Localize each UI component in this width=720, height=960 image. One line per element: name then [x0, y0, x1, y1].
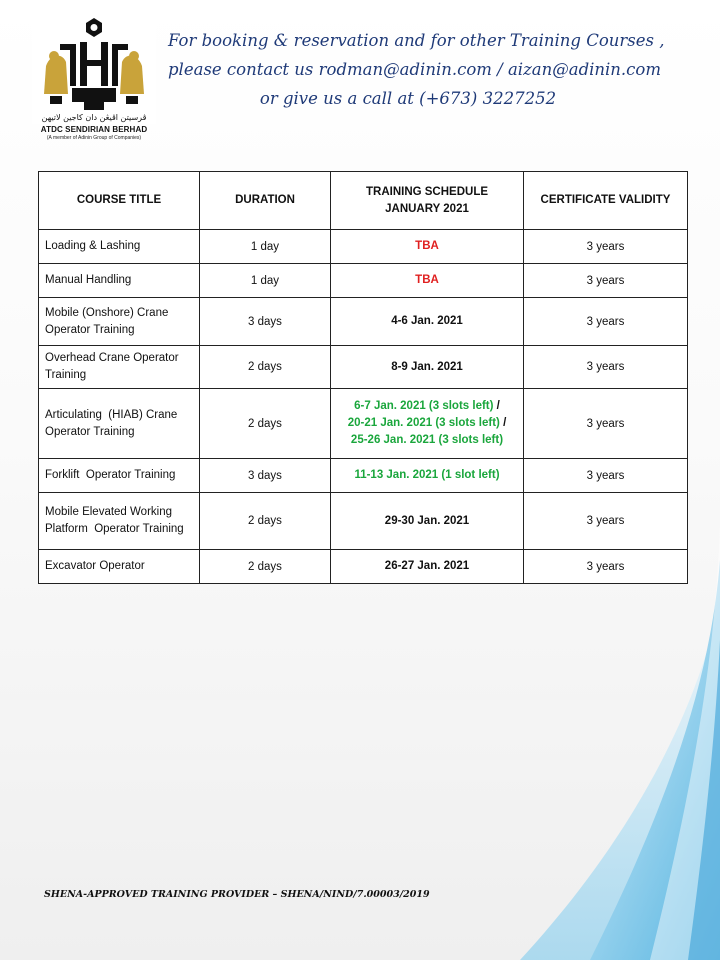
table-row — [39, 264, 688, 298]
certificate-validity-cell: 3 years — [524, 230, 688, 264]
course-title-cell — [39, 230, 200, 264]
contact-line-3: or give us a call at (+673) 3227252 — [259, 89, 557, 108]
certificate-validity-cell: 3 years — [524, 459, 688, 493]
duration-cell: 1 day — [200, 264, 331, 298]
course-title-line: Operator Training — [45, 323, 135, 336]
schedule-cell — [331, 459, 524, 493]
contact-info — [168, 26, 665, 113]
certificate-validity-cell: 3 years — [524, 346, 688, 389]
table-row — [39, 459, 688, 493]
schedule-line — [337, 238, 517, 255]
schedule-date-available: 11-13 Jan. 2021 (1 slot left) — [354, 469, 500, 481]
schedule-date-available: 25-26 Jan. 2021 (3 slots left) — [350, 434, 504, 446]
certificate-validity-cell: 3 years — [524, 550, 688, 584]
course-title-cell — [39, 389, 200, 459]
course-title-line: Platform Operator Training — [45, 523, 184, 535]
company-logo — [32, 16, 156, 142]
header-schedule-month: JANUARY 2021 — [385, 202, 469, 215]
schedule-cell — [331, 298, 524, 346]
duration-cell: 3 days — [200, 459, 331, 493]
schedule-cell — [331, 230, 524, 264]
schedule-cell — [331, 493, 524, 550]
schedule-line — [337, 398, 517, 415]
schedule-separator: / — [493, 400, 500, 412]
schedule-date: 26-27 Jan. 2021 — [384, 560, 470, 572]
schedule-separator: / — [499, 417, 507, 429]
course-title-cell — [39, 346, 200, 389]
certificate-validity-cell: 3 years — [524, 264, 688, 298]
duration-cell: 1 day — [200, 230, 331, 264]
course-title-line: Articulating (HIAB) Crane — [45, 408, 178, 421]
schedule-tba: TBA — [415, 240, 439, 252]
duration-cell: 3 days — [200, 298, 331, 346]
schedule-line — [337, 432, 517, 449]
logo-jawi-text: ڤرسيتن اڤيڠن دان كاجين لاتيهن — [41, 113, 147, 122]
course-title-cell — [39, 298, 200, 346]
schedule-line — [337, 513, 517, 530]
table-row — [39, 493, 688, 550]
course-title-cell — [39, 459, 200, 493]
certificate-validity-cell: 3 years — [524, 389, 688, 459]
footer-accreditation: SHENA-APPROVED TRAINING PROVIDER – SHENA/NIND/7.00003/2019 — [44, 889, 430, 900]
schedule-date: 29-30 Jan. 2021 — [384, 514, 470, 527]
course-title-line: Excavator Operator — [45, 560, 145, 572]
duration-cell: 2 days — [200, 493, 331, 550]
duration-cell: 2 days — [200, 550, 331, 584]
schedule-date: 8-9 Jan. 2021 — [391, 360, 463, 373]
table-row — [39, 298, 688, 346]
schedule-line — [337, 313, 517, 330]
schedule-date: 4-6 Jan. 2021 — [391, 315, 463, 327]
schedule-cell — [331, 550, 524, 584]
schedule-cell — [331, 389, 524, 459]
course-title-cell — [39, 550, 200, 584]
contact-line-1: For booking & reservation and for other Training Courses , — [168, 31, 665, 50]
schedule-line — [337, 467, 517, 484]
table-header-row — [39, 172, 688, 230]
course-title-line: Manual Handling — [45, 274, 132, 286]
certificate-validity-cell: 3 years — [524, 298, 688, 346]
course-title-line: Loading & Lashing — [45, 240, 141, 252]
course-title-line: Forklift Operator Training — [45, 469, 176, 481]
header-certificate-validity: CERTIFICATE VALIDITY — [524, 172, 688, 230]
course-title-cell — [39, 264, 200, 298]
header-course-title: COURSE TITLE — [39, 172, 200, 230]
course-title-line: Mobile (Onshore) Crane — [45, 306, 169, 319]
header-schedule-line1: TRAINING SCHEDULE — [365, 185, 489, 198]
table-row — [39, 389, 688, 459]
duration-cell: 2 days — [200, 346, 331, 389]
schedule-line — [337, 272, 517, 289]
contact-line-2: please contact us rodman@adinin.com / aizan@adinin.com — [168, 60, 662, 79]
course-title-line: Overhead Crane Operator — [45, 352, 179, 364]
table-row — [39, 550, 688, 584]
logo-tagline: (A member of Adinin Group of Companies) — [46, 135, 142, 141]
table-row — [39, 346, 688, 389]
course-title-line: Operator Training — [45, 425, 135, 438]
schedule-cell — [331, 264, 524, 298]
header-training-schedule — [331, 172, 524, 230]
course-title-line: Training — [45, 369, 87, 381]
logo-company-name: ATDC SENDIRIAN BERHAD — [40, 125, 148, 134]
schedule-line — [337, 415, 517, 432]
course-title-cell — [39, 493, 200, 550]
table-row — [39, 230, 688, 264]
duration-cell: 2 days — [200, 389, 331, 459]
course-title-line: Mobile Elevated Working — [45, 506, 172, 518]
course-schedule-table — [38, 171, 688, 584]
company-logo-icon — [32, 16, 156, 124]
schedule-line — [337, 359, 517, 376]
certificate-validity-cell: 3 years — [524, 493, 688, 550]
schedule-date-available: 6-7 Jan. 2021 (3 slots left) — [354, 400, 494, 412]
schedule-tba: TBA — [415, 274, 439, 286]
table-body — [39, 230, 688, 584]
schedule-line — [337, 558, 517, 575]
schedule-cell — [331, 346, 524, 389]
schedule-date-available: 20-21 Jan. 2021 (3 slots left) — [347, 417, 500, 429]
header-duration: DURATION — [200, 172, 331, 230]
